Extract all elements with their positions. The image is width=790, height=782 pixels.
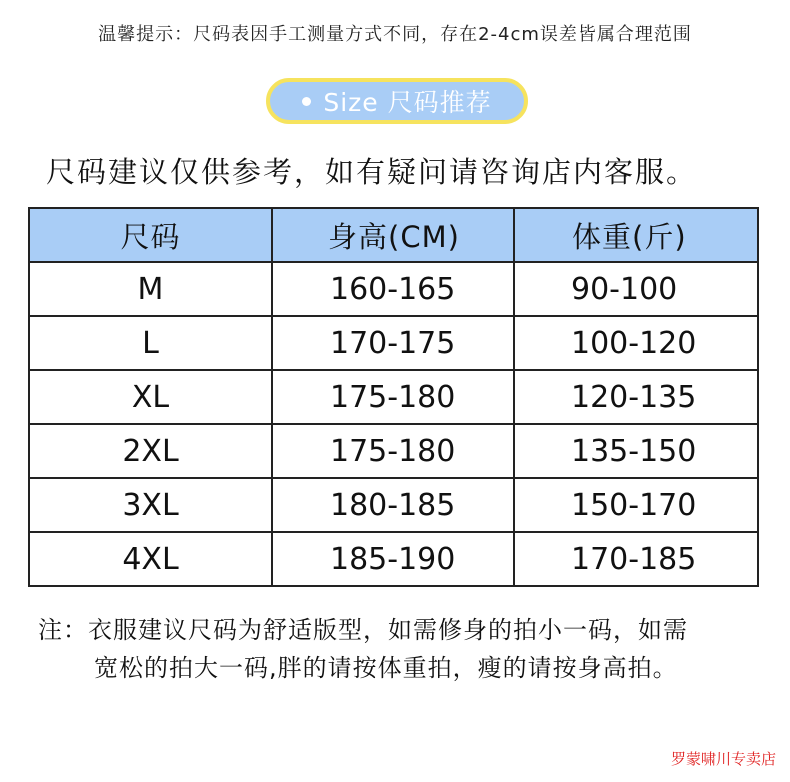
cell-height: 175-180 [272, 370, 514, 424]
cell-height: 170-175 [272, 316, 514, 370]
cell-height: 185-190 [272, 532, 514, 586]
cell-height: 180-185 [272, 478, 514, 532]
cell-weight: 90-100 [514, 262, 758, 316]
cell-height: 160-165 [272, 262, 514, 316]
shop-watermark: 罗蒙啸川专卖店 [670, 750, 776, 768]
size-recommend-badge [266, 78, 528, 124]
cell-weight: 170-185 [514, 532, 758, 586]
size-table [28, 207, 759, 587]
header-height: 身高(CM) [272, 208, 514, 262]
cell-size: L [29, 316, 272, 370]
header-weight: 体重(斤) [514, 208, 758, 262]
table-row [29, 370, 758, 424]
table-row [29, 478, 758, 532]
note-line-2: 宽松的拍大一码,胖的请按体重拍，瘦的请按身高拍。 [94, 654, 678, 682]
header-size: 尺码 [29, 208, 272, 262]
table-row [29, 262, 758, 316]
notice-text: 温馨提示：尺码表因手工测量方式不同，存在2-4cm误差皆属合理范围 [98, 24, 692, 45]
bullet-dot-icon [302, 97, 311, 106]
cell-size: 2XL [29, 424, 272, 478]
cell-size: XL [29, 370, 272, 424]
table-row [29, 532, 758, 586]
table-row [29, 316, 758, 370]
note-line-1: 注：衣服建议尺码为舒适版型，如需修身的拍小一码，如需 [38, 616, 688, 644]
cell-weight: 150-170 [514, 478, 758, 532]
cell-weight: 135-150 [514, 424, 758, 478]
table-header-row [29, 208, 758, 262]
badge-label: Size 尺码推荐 [323, 88, 492, 117]
cell-size: 4XL [29, 532, 272, 586]
cell-height: 175-180 [272, 424, 514, 478]
table-row [29, 424, 758, 478]
cell-weight: 100-120 [514, 316, 758, 370]
cell-size: 3XL [29, 478, 272, 532]
advice-text: 尺码建议仅供参考，如有疑问请咨询店内客服。 [46, 155, 698, 189]
cell-size: M [29, 262, 272, 316]
cell-weight: 120-135 [514, 370, 758, 424]
